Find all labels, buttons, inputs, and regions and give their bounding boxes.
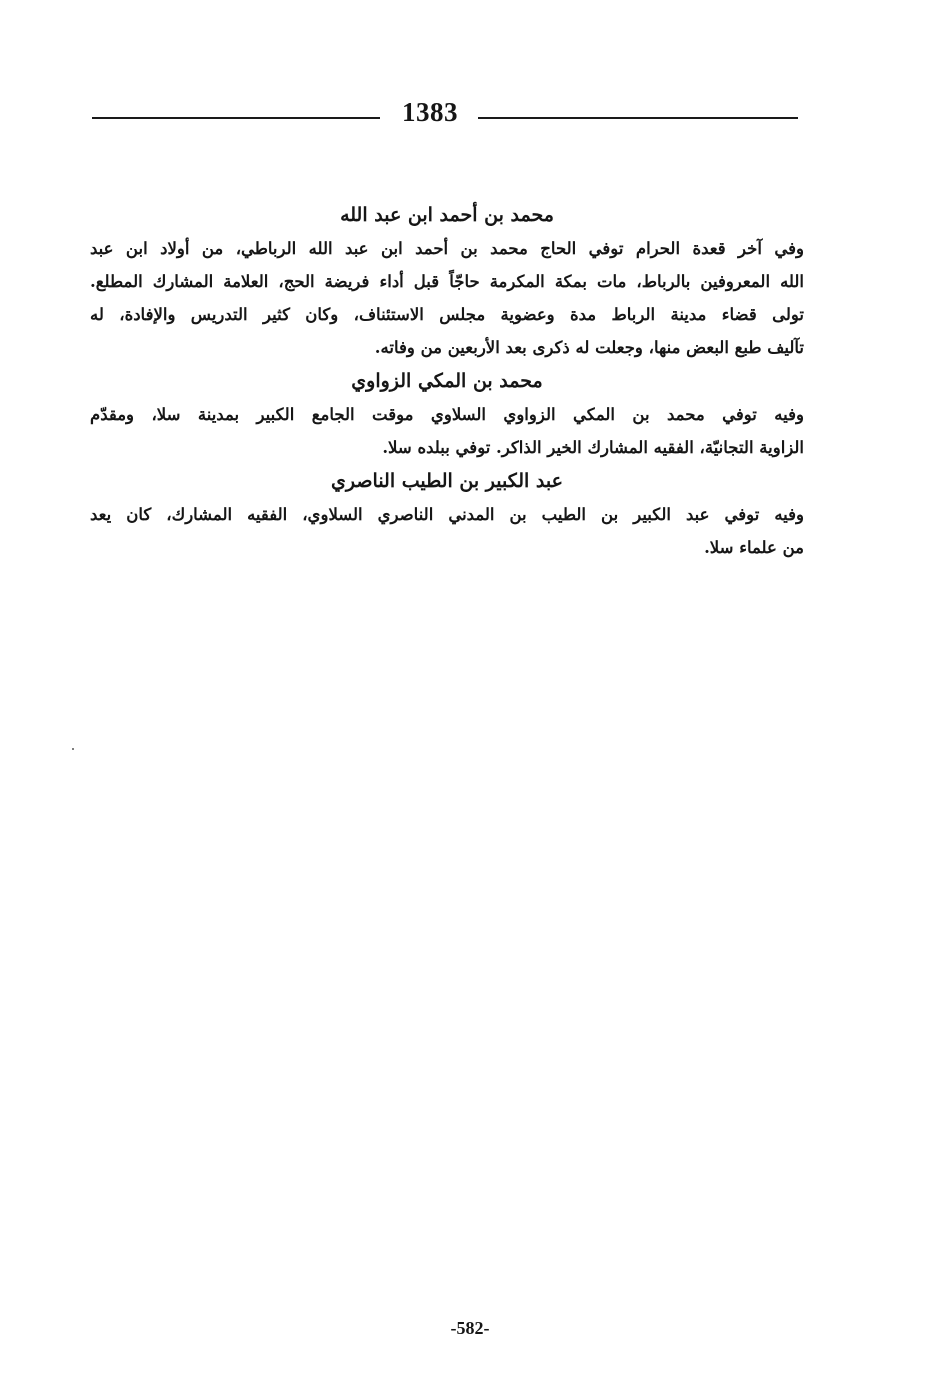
paragraph-line: من علماء سلا. [704,538,804,557]
paragraph-line: الزاوية التجانيّة، الفقيه المشارك الخير الذاكر. توفي ببلده سلا. [382,438,804,457]
paragraph-line: تآليف طبع البعض منها، وجعلت له ذكرى بعد الأربعين من وفاته. [374,338,804,357]
paragraph-line: وفيه توفي عبد الكبير بن الطيب بن المدني الناصري السلاوي، الفقيه المشارك، كان يعد [90,505,804,524]
page-number: -582- [450,1318,490,1338]
section-paragraph [90,498,804,564]
header-rule-right [478,117,798,119]
section-heading: محمد بن المكي الزواوي [351,370,543,392]
page-content [90,198,804,564]
paragraph-line: الله المعروفين بالرباط، مات بمكة المكرمة حاجّاً قبل أداء فريضة الحج، العلامة المشارك المطلع. [90,272,804,291]
section-paragraph [90,398,804,464]
header-year: 1383 [402,97,458,127]
header-rule-left [92,117,380,119]
section-paragraph [90,232,804,364]
scan-speck [72,748,74,750]
paragraph-line: وفيه توفي محمد بن المكي الزواوي السلاوي موقت الجامع الكبير بمدينة سلا، ومقدّم [90,405,804,424]
page-header [92,92,798,132]
section-heading: عبد الكبير بن الطيب الناصري [331,470,563,492]
paragraph-line: تولى قضاء مدينة الرباط مدة وعضوية مجلس الاستئناف، وكان كثير التدريس والإفادة، له [90,305,804,324]
paragraph-line: وفي آخر قعدة الحرام توفي الحاج محمد بن أحمد ابن عبد الله الرباطي، من أولاد ابن عبد [90,239,804,258]
section-heading: محمد بن أحمد ابن عبد الله [340,204,554,226]
